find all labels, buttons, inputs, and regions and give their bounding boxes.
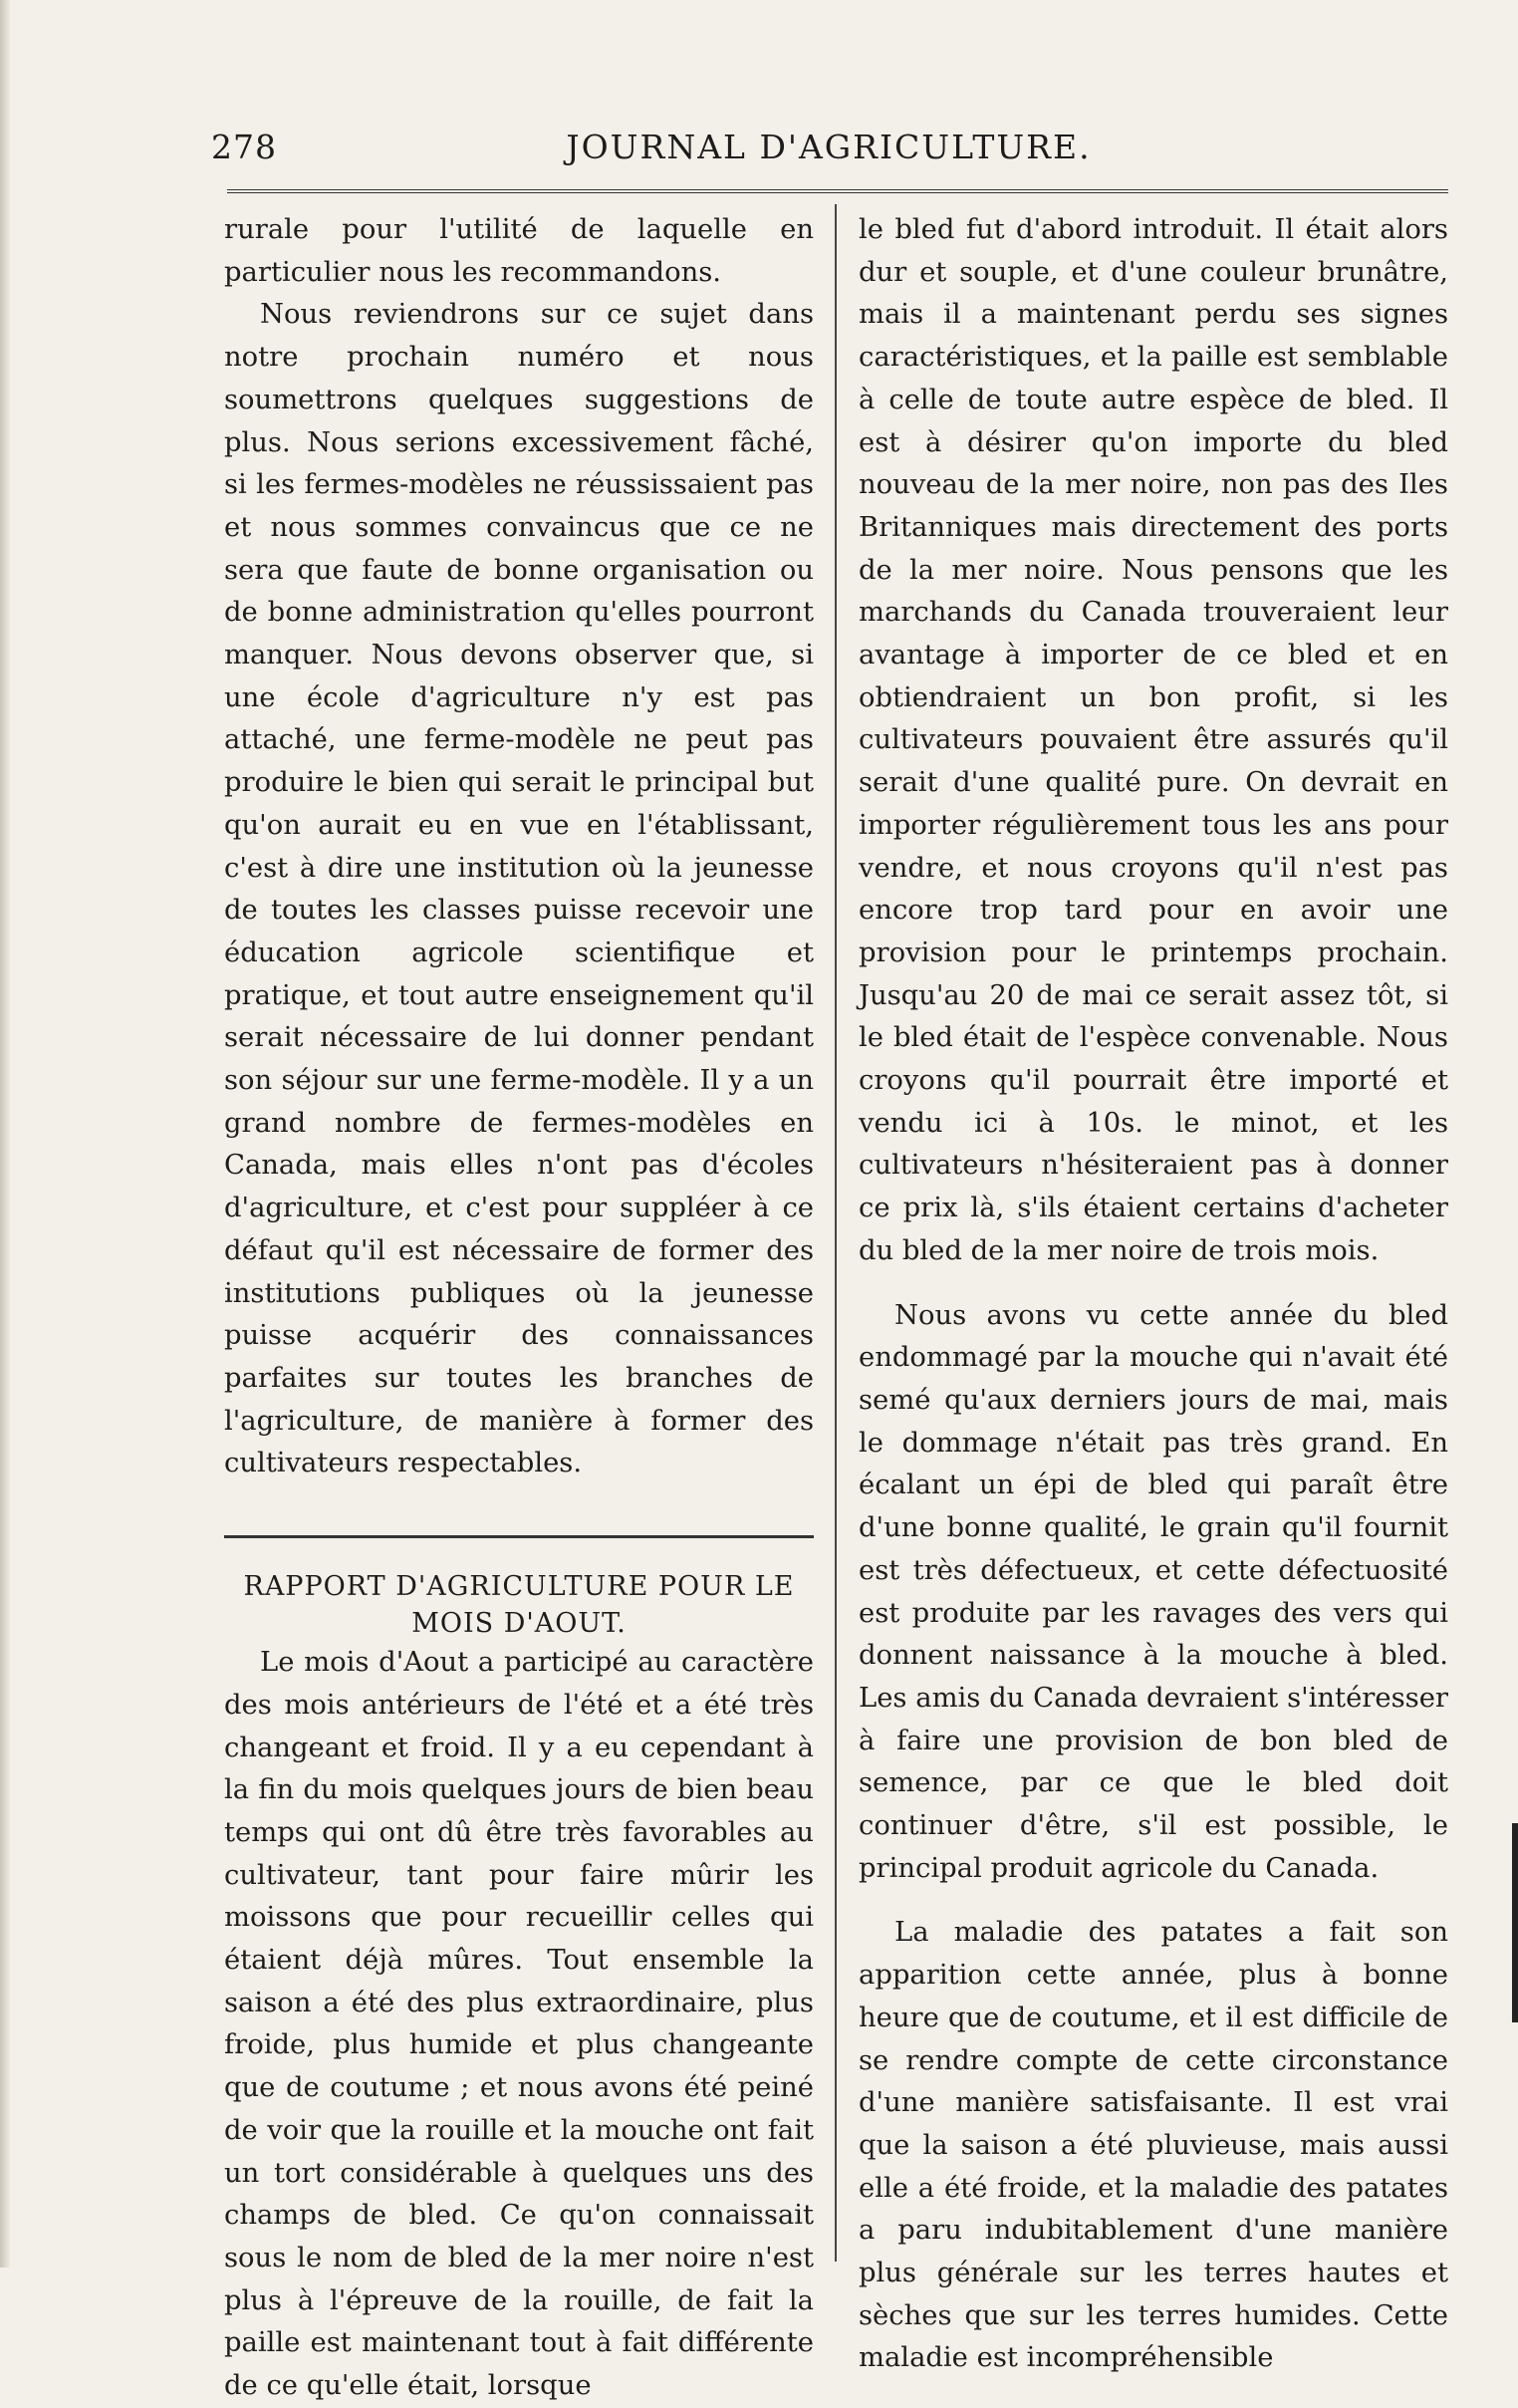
paragraph: Nous reviendrons sur ce sujet dans notre prochain numéro et nous soumettrons quelques suggestions de plus. Nous serions excessivement fâché, si les fermes-modèles ne réussissaient pas et nous sommes convaincus que ce ne sera que faute de bonne organisation ou de bonne administration qu'elles pourront manquer. Nous devons observer que, si une école d'agriculture n'y est pas attaché, une ferme-modèle ne peut pas produire le bien qui serait le principal but qu'on aurait eu en vue en l'établissant, c'est à dire une institution où la jeunesse de toutes les classes puisse recevoir une éducation agricole scientifique et pratique, et tout autre enseignement qu'il serait nécessaire de lui donner pendant son séjour sur une ferme-modèle. Il y a un grand nombre de fermes-modèles en Canada, mais elles n'ont pas d'écoles d'agriculture, et c'est pour suppléer à ce défaut qu'il est nécessaire de former des institutions publiques où la jeunesse puisse acquérir des connaissances parfaites sur toutes les branches de l'agriculture, de manière à former des cultivateurs respectables. — [224, 299, 814, 1479]
section-heading: RAPPORT D'AGRICULTURE POUR LE MOIS D'AOUT. — [243, 1571, 795, 1640]
header-rule — [227, 189, 1448, 193]
paragraph: rurale pour l'utilité de laquelle en particulier nous les recommandons. — [224, 214, 814, 288]
page-edge-mark — [1512, 1823, 1518, 2022]
paragraph: La maladie des patates a fait son apparition cette année, plus à bonne heure que de coutume, et il est difficile de se rendre compte de cette circonstance d'une manière satisfaisante. Il est vrai que la saison a été pluvieuse, mais aussi elle a été froide, et la maladie des patates a paru indubitablement d'une manière plus générale sur les terres hautes et sèches que sur les terres humides. Cette maladie est incompréhensible — [859, 1917, 1448, 2374]
column-divider — [835, 204, 837, 2262]
page-header — [211, 128, 1446, 177]
left-column — [224, 209, 814, 2408]
page-edge-shadow — [0, 0, 10, 2268]
paragraph: Nous avons vu cette année du bled endommagé par la mouche qui n'avait été semé qu'aux derniers jours de mai, mais le dommage n'était pas très grand. En écalant un épi de bled qui paraît être d'une bonne qualité, le grain qu'il fournit est très défectueux, et cette défectuosité est produite par les ravages des vers qui donnent naissance à la mouche à bled. Les amis du Canada devraient s'intéresser à faire une provision de bon bled de semence, par ce que le bled doit continuer d'être, s'il est possible, le principal produit agricole du Canada. — [859, 1299, 1448, 1884]
right-column — [859, 209, 1448, 2380]
paragraph: Le mois d'Aout a participé au caractère des mois antérieurs de l'été et a été très changeant et froid. Il y a eu cependant à la fin du mois quelques jours de bien beau temps qui ont dû être très favorables au cultivateur, tant pour faire mûrir les moissons que pour recueillir celles qui étaient déjà mûres. Tout ensemble la saison a été des plus extraordinaire, plus froide, plus humide et plus changeante que de coutume ; et nous avons été peiné de voir que la rouille et la mouche ont fait un tort considérable à quelques uns des champs de bled. Ce qu'on connaissait sous le nom de bled de la mer noire n'est plus à l'épreuve de la rouille, de fait la paille est maintenant tout à fait différente de ce qu'elle était, lorsque — [224, 1647, 814, 2402]
running-title: JOURNAL D'AGRICULTURE. — [566, 128, 1092, 166]
paragraph: le bled fut d'abord introduit. Il était alors dur et souple, et d'une couleur brunâtre, mais il a maintenant perdu ses signes caractéristiques, et la paille est semblable à celle de toute autre espèce de bled. Il est à désirer qu'on importe du bled nouveau de la mer noire, non pas des Iles Britanniques mais directement des ports de la mer noire. Nous pensons que les marchands du Canada trouveraient leur avantage à importer de ce bled et en obtiendraient un bon profit, si les cultivateurs pouvaient être assurés qu'il serait d'une qualité pure. On devrait en importer régulièrement tous les ans pour vendre, et nous croyons qu'il n'est pas encore trop tard pour en avoir une provision pour le printemps prochain. Jusqu'au 20 de mai ce serait assez tôt, si le bled était de l'espèce convenable. Nous croyons qu'il pourrait être importé et vendu ici à 10s. le minot, et les cultivateurs n'hésiteraient pas à donner ce prix là, s'ils étaient certains d'acheter du bled de la mer noire de trois mois. — [859, 214, 1448, 1266]
page-number: 278 — [211, 128, 277, 166]
section-divider — [224, 1535, 814, 1538]
